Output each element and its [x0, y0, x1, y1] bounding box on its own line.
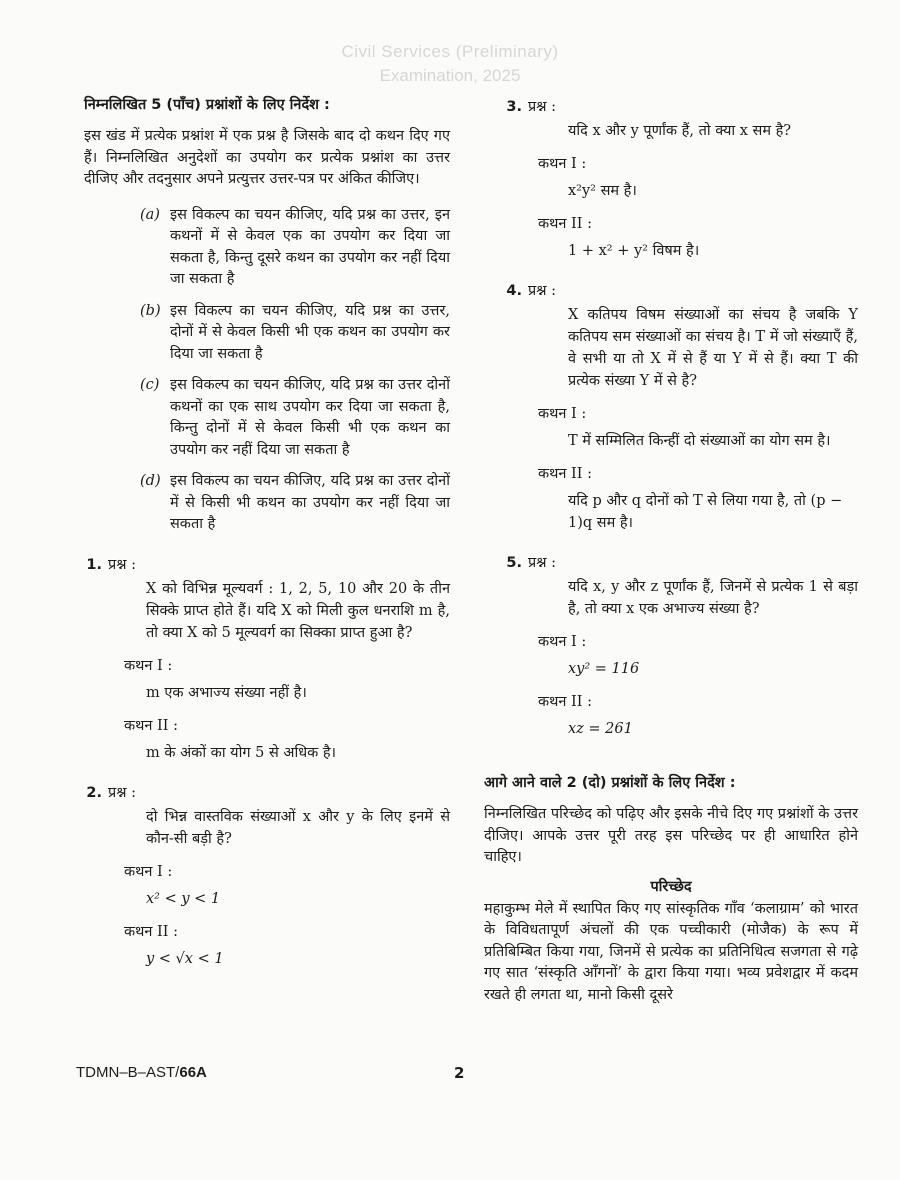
option-text: इस विकल्प का चयन कीजिए, यदि प्रश्न का उत्तर, इन कथनों में से केवल एक का उपयोग कर दिया जा सकता है, किन्तु दूसरे कथन का उपयोग कर नहीं दिया जा सकता है: [170, 206, 450, 287]
directions-text: इस खंड में प्रत्येक प्रश्नांश में एक प्रश्न है जिसके बाद दो कथन दिए गए हैं। निम्नलिखित अनुदेशों का उपयोग कर प्रत्येक प्रश्नांश का उत्तर दीजिए और तदनुसार अपने प्रत्युत्तर उत्तर-पत्र पर अंकित कीजिए।: [84, 128, 450, 187]
directions-2: [484, 770, 858, 1006]
question-number: 3.: [506, 99, 522, 115]
question-number: 4.: [506, 283, 522, 299]
page-number: 2: [454, 1064, 465, 1082]
option-label: (c): [140, 377, 160, 393]
passage-title: परिच्छेद: [650, 878, 692, 895]
question-number: 5.: [506, 555, 522, 571]
statement-1-label: कथन I :: [538, 156, 587, 172]
option-c: [140, 375, 450, 461]
statement-2: यदि p और q दोनों को T से लिया गया है, तो (p − 1)q सम है।: [568, 493, 843, 531]
question-text: X को विभिन्न मूल्यवर्ग : 1, 2, 5, 10 और 20 के तीन सिक्के प्राप्त होते हैं। यदि X को मिली कुल धनराशि m है, तो क्या X को 5 मूल्यवर्ग का सिक्का प्राप्त हुआ है?: [146, 580, 450, 641]
statement-1: xy² = 116: [568, 661, 640, 677]
option-a: [140, 205, 450, 291]
statement-1: m एक अभाज्य संख्या नहीं है।: [146, 684, 307, 701]
options-list: [140, 205, 450, 536]
statement-2-label: कथन II :: [538, 466, 593, 482]
watermark-line-1: Civil Services (Preliminary): [341, 42, 559, 61]
option-label: (d): [140, 473, 161, 489]
question-text: यदि x और y पूर्णांक हैं, तो क्या x सम है?: [568, 123, 792, 139]
statement-2: y < √x < 1: [146, 950, 224, 967]
statement-1: x² < y < 1: [146, 890, 221, 907]
option-label: (b): [140, 302, 161, 319]
statement-1: x²y² सम है।: [568, 183, 637, 199]
paper-code-suffix: 66A: [179, 1064, 207, 1081]
statement-1-label: कथन I :: [124, 863, 173, 880]
option-b: [140, 301, 450, 366]
statement-1-label: कथन I :: [124, 657, 173, 674]
question-label: प्रश्न :: [108, 556, 136, 573]
option-text: इस विकल्प का चयन कीजिए, यदि प्रश्न का उत्तर, दोनों में से केवल किसी भी एक कथन का उपयोग कर दिया जा सकता है: [170, 302, 450, 362]
question-5: [484, 552, 858, 740]
statement-1-label: कथन I :: [538, 406, 587, 422]
statement-2: 1 + x² + y² विषम है।: [568, 243, 700, 259]
question-label: प्रश्न :: [528, 99, 556, 115]
statement-1: T में सम्मिलित किन्हीं दो संख्याओं का योग सम है।: [568, 433, 831, 449]
statement-2: xz = 261: [568, 721, 633, 737]
question-label: प्रश्न :: [528, 283, 556, 299]
paper-code-prefix: TDMN–B–AST/: [76, 1064, 180, 1081]
directions-heading: निम्नलिखित 5 (पाँच) प्रश्नांशों के लिए निर्देश :: [84, 97, 330, 113]
left-column: [84, 92, 450, 970]
question-text: X कतिपय विषम संख्याओं का संचय है जबकि Y कतिपय सम संख्याओं का संचय है। T में जो संख्याएँ हैं, वे सभी या तो X में से हैं या Y में से हैं। क्या T की प्रत्येक संख्या Y में से है?: [568, 307, 858, 389]
option-text: इस विकल्प का चयन कीजिए, यदि प्रश्न का उत्तर दोनों कथनों का एक साथ उपयोग कर दिया जा सकता है, किन्तु दोनों में से केवल किसी भी एक कथन का उपयोग कर नहीं दिया जा सकता है: [170, 377, 450, 458]
option-text: इस विकल्प का चयन कीजिए, यदि प्रश्न का उत्तर दोनों में से किसी भी कथन का उपयोग कर नहीं दिया जा सकता है: [170, 473, 450, 532]
question-3: [484, 96, 858, 262]
option-label: (a): [140, 206, 160, 223]
statement-2-label: कथन II :: [124, 923, 179, 940]
question-text: दो भिन्न वास्तविक संख्याओं x और y के लिए इनमें से कौन-सी बड़ी है?: [146, 808, 450, 847]
statement-2-label: कथन II :: [538, 216, 593, 232]
question-number: 1.: [86, 556, 102, 573]
right-column: [484, 92, 858, 1006]
statement-2-label: कथन II :: [124, 717, 179, 734]
statement-2: m के अंकों का योग 5 से अधिक है।: [146, 744, 337, 761]
question-number: 2.: [86, 784, 102, 801]
question-text: यदि x, y और z पूर्णांक हैं, जिनमें से प्रत्येक 1 से बड़ा है, तो क्या x एक अभाज्य संख्या है?: [568, 579, 858, 617]
option-d: [140, 471, 450, 536]
statement-2-label: कथन II :: [538, 694, 593, 710]
question-4: [484, 280, 858, 534]
paper-code: [76, 1064, 207, 1081]
directions-2-heading: आगे आने वाले 2 (दो) प्रश्नांशों के लिए निर्देश :: [484, 775, 736, 791]
question-label: प्रश्न :: [528, 555, 556, 571]
question-label: प्रश्न :: [108, 784, 136, 801]
watermark-line-2: Examination, 2025: [379, 66, 521, 85]
statement-1-label: कथन I :: [538, 634, 587, 650]
directions-2-text: निम्नलिखित परिच्छेद को पढ़िए और इसके नीचे दिए गए प्रश्नांशों के उत्तर दीजिए। आपके उत्तर पूरी तरह इस परिच्छेद पर ही आधारित होने चाहिए।: [484, 806, 858, 865]
question-2: [84, 782, 450, 970]
passage-text: महाकुम्भ मेले में स्थापित किए गए सांस्कृतिक गाँव ‘कलाग्राम’ को भारत के विविधतापूर्ण अंचलों की एक पच्चीकारी (मोजैक) के रूप में प्रतिबिम्बित किया गया, जिनमें से प्रत्येक का प्रतिनिधित्व सजगता से गढ़े गए सात ‘संस्कृति आँगनों’ के द्वारा किया गया। भव्य प्रवेशद्वार में कदम रखते ही लगता था, मानो किसी दूसरे: [484, 900, 858, 1003]
question-1: [84, 554, 450, 764]
